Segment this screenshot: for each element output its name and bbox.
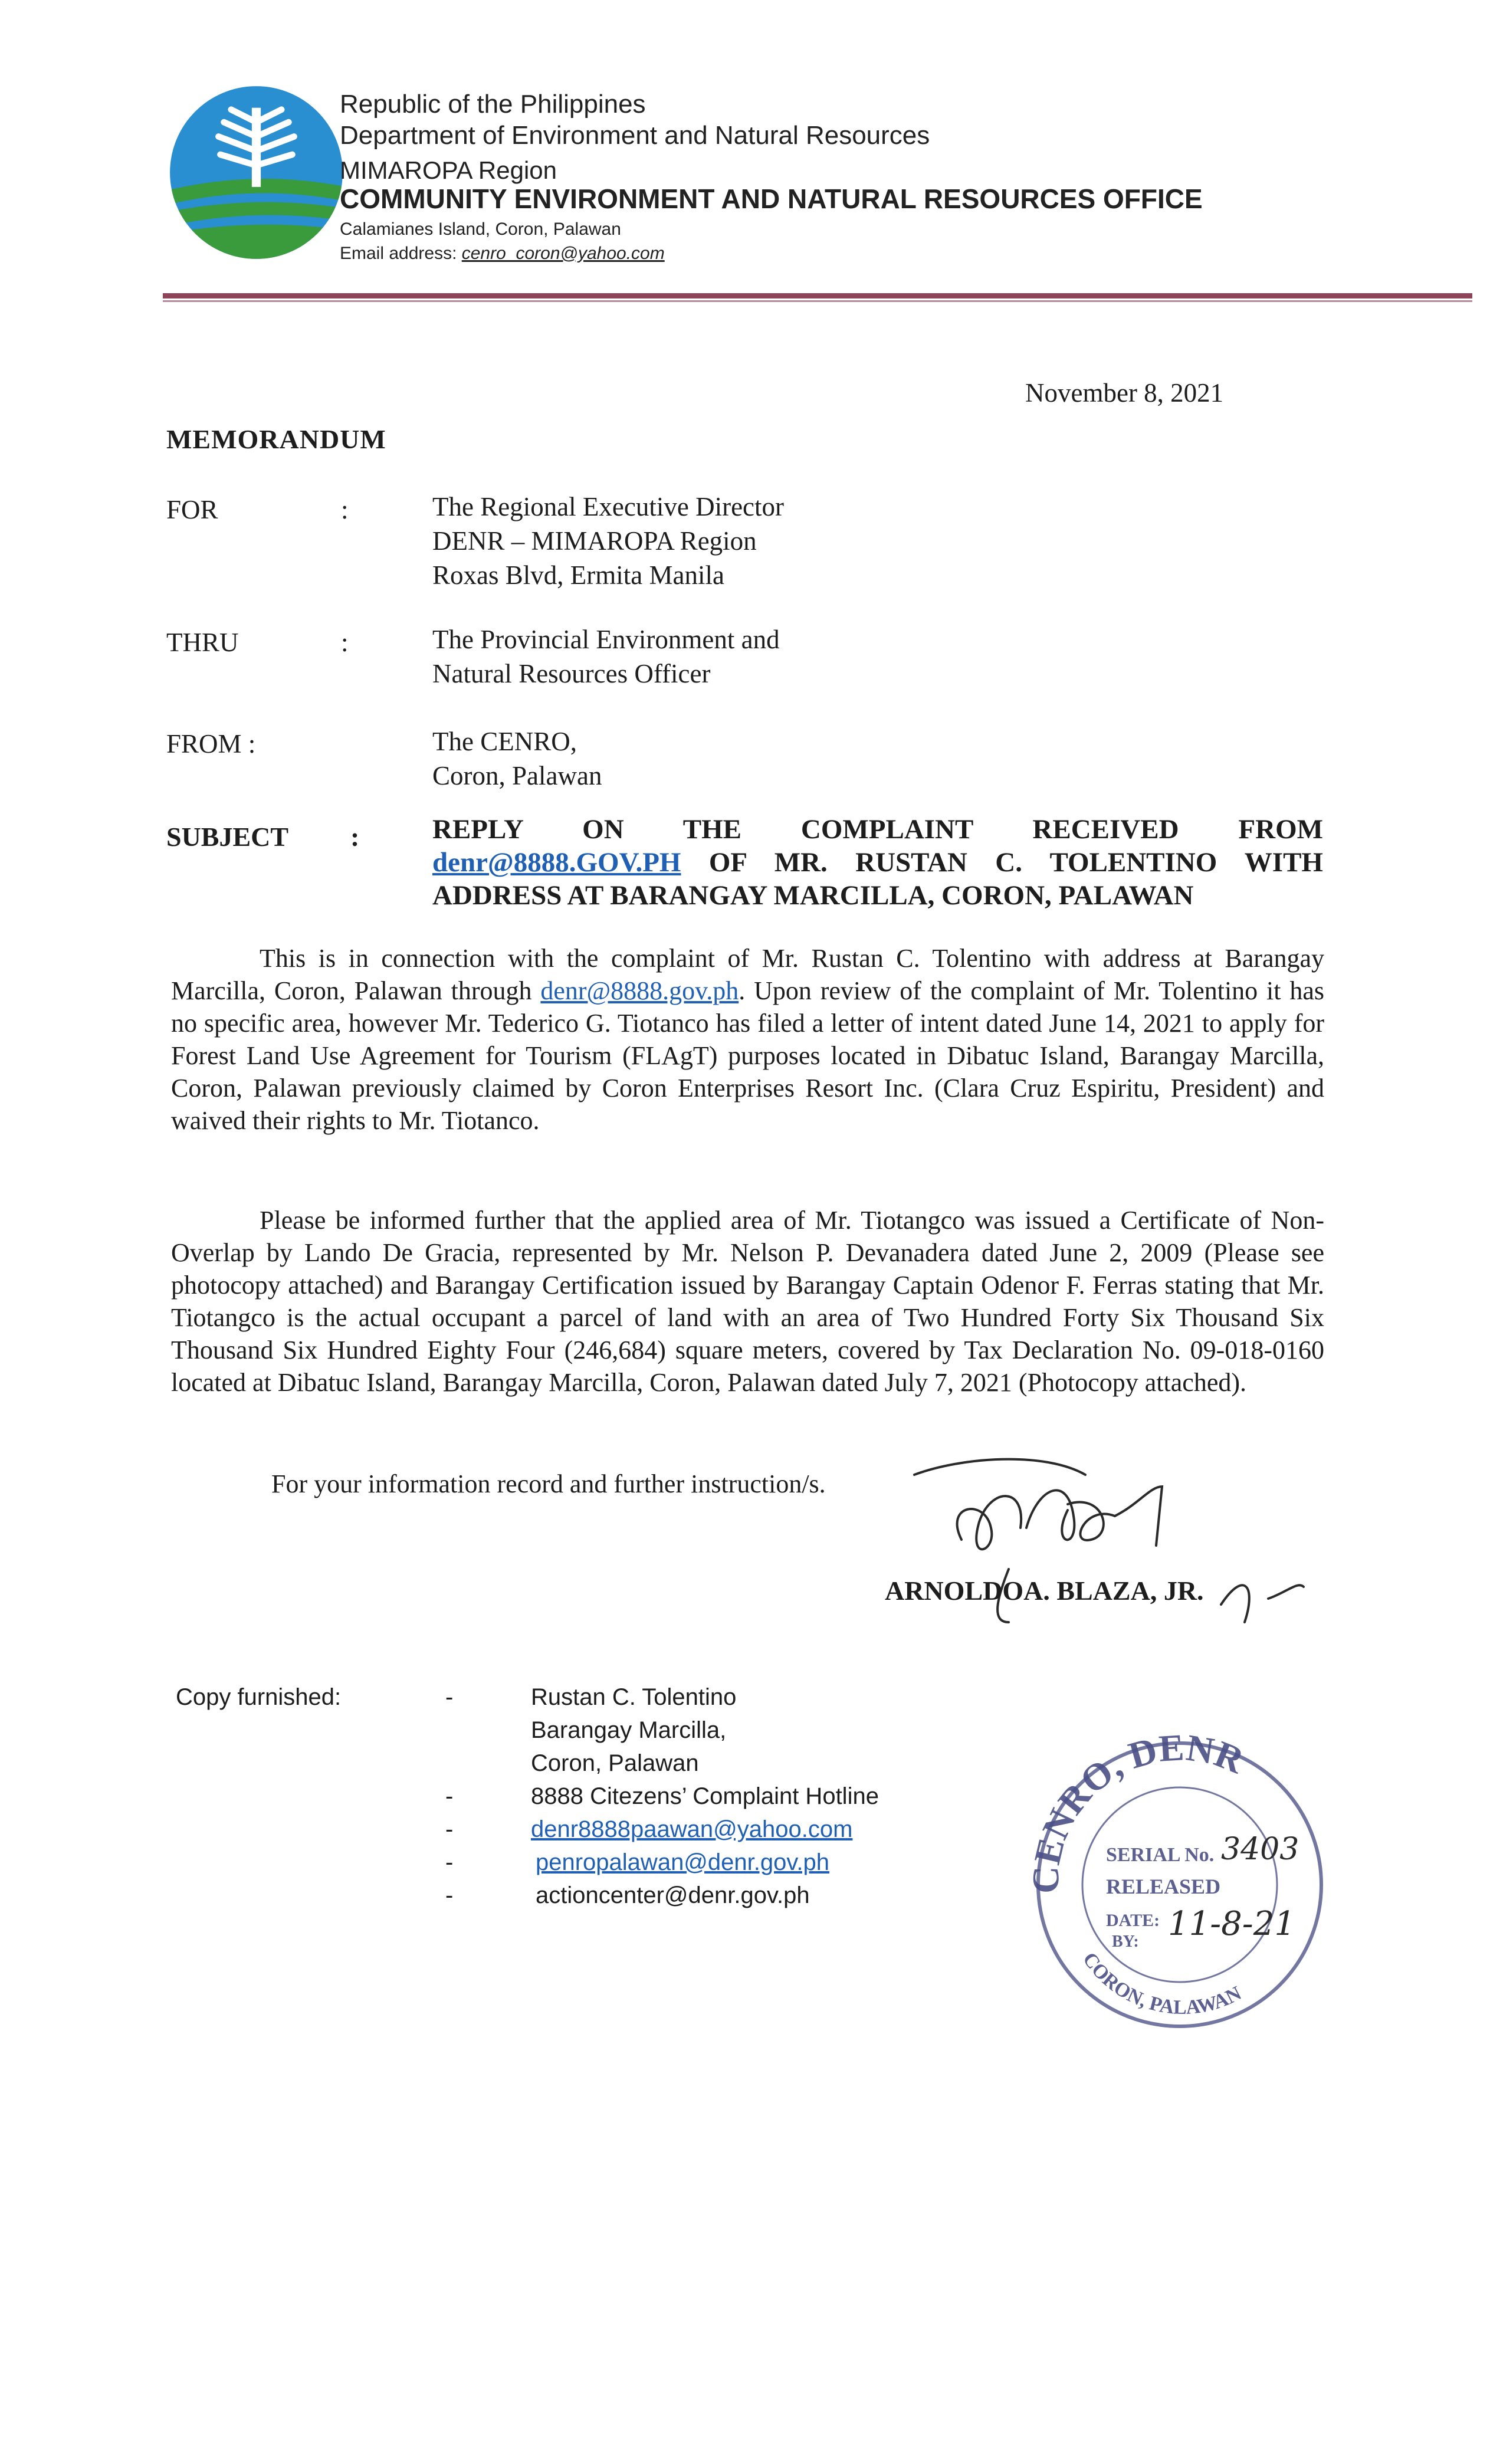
body-paragraph-3: For your information record and further instruction/s. [271,1469,826,1498]
cf-dash-5: - [445,1882,454,1908]
cf-email-3: actioncenter@denr.gov.ph [536,1882,810,1908]
cf-email-1-link[interactable]: denr8888paawan@yahoo.com [531,1816,853,1842]
letterhead-region: MIMAROPA Region [340,156,557,184]
stamp-serial-label: SERIAL No. [1106,1844,1215,1866]
subject-line-2 [432,846,1323,879]
cf-recipient-line-1: Rustan C. Tolentino [531,1684,737,1710]
memo-date: November 8, 2021 [1025,378,1224,408]
letterhead-republic: Republic of the Philippines [340,90,646,119]
body-paragraph-1 [171,942,1324,1137]
office-email-link[interactable]: cenro_coron@yahoo.com [461,244,665,263]
subject-line-3: ADDRESS AT BARANGAY MARCILLA, CORON, PALAWAN [432,880,1194,911]
stamp-serial-value: 3403 [1221,1832,1299,1867]
stamp-released: RELEASED [1106,1875,1221,1898]
letterhead-rule-thin [163,300,1472,302]
body-paragraph-2 [171,1204,1324,1399]
stamp-bottom-text: CORON, PALAWAN [1078,1948,1245,2019]
for-recipient [432,490,784,592]
thru-line-1: The Provincial Environment and [432,625,780,654]
p2-text: Please be informed further that the applied area of Mr. Tiotangco was issued a Certificate of Non-Overlap by Lando De Gracia, represented by Mr. Nelson P. Devanadera dated June 2, 2009 (Please see photocopy attached) and Barangay Certification issued by Barangay Captain Odenor F. Ferras stating that Mr. Tiotangco is the actual occupant a parcel of land with an area of Two Hundred Forty Six Thousand Six Thousand Six Hundred Eighty Four (246,684) square meters, covered by Tax Declaration No. 09-018-0160 located at Dibatuc Island, Barangay Marcilla, Coron, Palawan dated July 7, 2021 (Photocopy attached). [171,1206,1324,1397]
p1-text-a: This is in connection with the complaint of Mr. Rustan C. Tolentino with address at Barangay Marcilla, Coron, Palawan through [171,944,1324,1005]
subject-email-link[interactable]: denr@8888.GOV.PH [432,847,681,878]
for-line-3: Roxas Blvd, Ermita Manila [432,560,724,590]
cf-dash-3: - [445,1816,454,1842]
for-line-2: DENR – MIMAROPA Region [432,526,757,556]
thru-recipient [432,622,780,691]
thru-colon: : [341,628,349,657]
cf-hotline: 8888 Citezens’ Complaint Hotline [531,1783,879,1809]
p1-text-b: . Upon review of the complaint of Mr. Tolentino it has no specific area, however Mr. Tederico G. Tiotanco has filed a letter of intent dated June 14, 2021 to apply for Forest Land Use Agreement for Tourism (FLAgT) purposes located in Dibatuc Island, Barangay Marcilla, Coron, Palawan previously claimed by Coron Enterprises Resort Inc. (Clara Cruz Espiritu, President) and waived their rights to Mr. Tiotanco. [171,976,1324,1135]
from-sender [432,724,602,793]
cenro-released-stamp [1018,1722,1342,2047]
denr-logo-icon [166,83,346,263]
copy-furnished-label: Copy furnished: [176,1684,342,1710]
subject-label: SUBJECT [166,822,289,852]
stamp-date-label: DATE: [1106,1911,1160,1930]
from-label: FROM : [166,729,256,759]
subject-text [432,813,1323,912]
cf-recipient-line-2: Barangay Marcilla, [531,1717,727,1743]
letterhead-office: COMMUNITY ENVIRONMENT AND NATURAL RESOURCES OFFICE [340,183,1203,214]
cf-dash-1: - [445,1684,454,1710]
for-colon: : [341,495,349,524]
cf-dash-2: - [445,1783,454,1809]
cf-recipient-line-3: Coron, Palawan [531,1750,699,1776]
letterhead-email [340,244,665,264]
memo-title: MEMORANDUM [166,424,386,454]
signatory-name: ARNOLDOA. BLAZA, JR. [885,1576,1204,1606]
from-line-1: The CENRO, [432,727,577,756]
stamp-by-label: BY: [1112,1933,1139,1951]
cf-dash-4: - [445,1849,454,1875]
complaint-email-link[interactable]: denr@8888.gov.ph [540,976,739,1005]
subject-line-2-rest: OF MR. RUSTAN C. TOLENTINO WITH [681,847,1323,878]
subject-colon: : [350,822,360,852]
stamp-top-text: CENRO, DENR [1024,1726,1250,1894]
for-line-1: The Regional Executive Director [432,492,785,521]
thru-line-2: Natural Resources Officer [432,659,711,688]
thru-label: THRU [166,628,239,657]
letterhead-department: Department of Environment and Natural Resources [340,121,930,150]
letterhead-address: Calamianes Island, Coron, Palawan [340,219,621,239]
from-line-2: Coron, Palawan [432,761,602,790]
stamp-date-value: 11-8-21 [1168,1905,1295,1943]
cf-email-2-link[interactable]: penropalawan@denr.gov.ph [536,1849,830,1875]
letterhead-rule [163,293,1472,298]
email-label: Email address: [340,244,462,263]
for-label: FOR [166,495,218,524]
subject-line-1: REPLY ON THE COMPLAINT RECEIVED FROM [432,814,1323,845]
